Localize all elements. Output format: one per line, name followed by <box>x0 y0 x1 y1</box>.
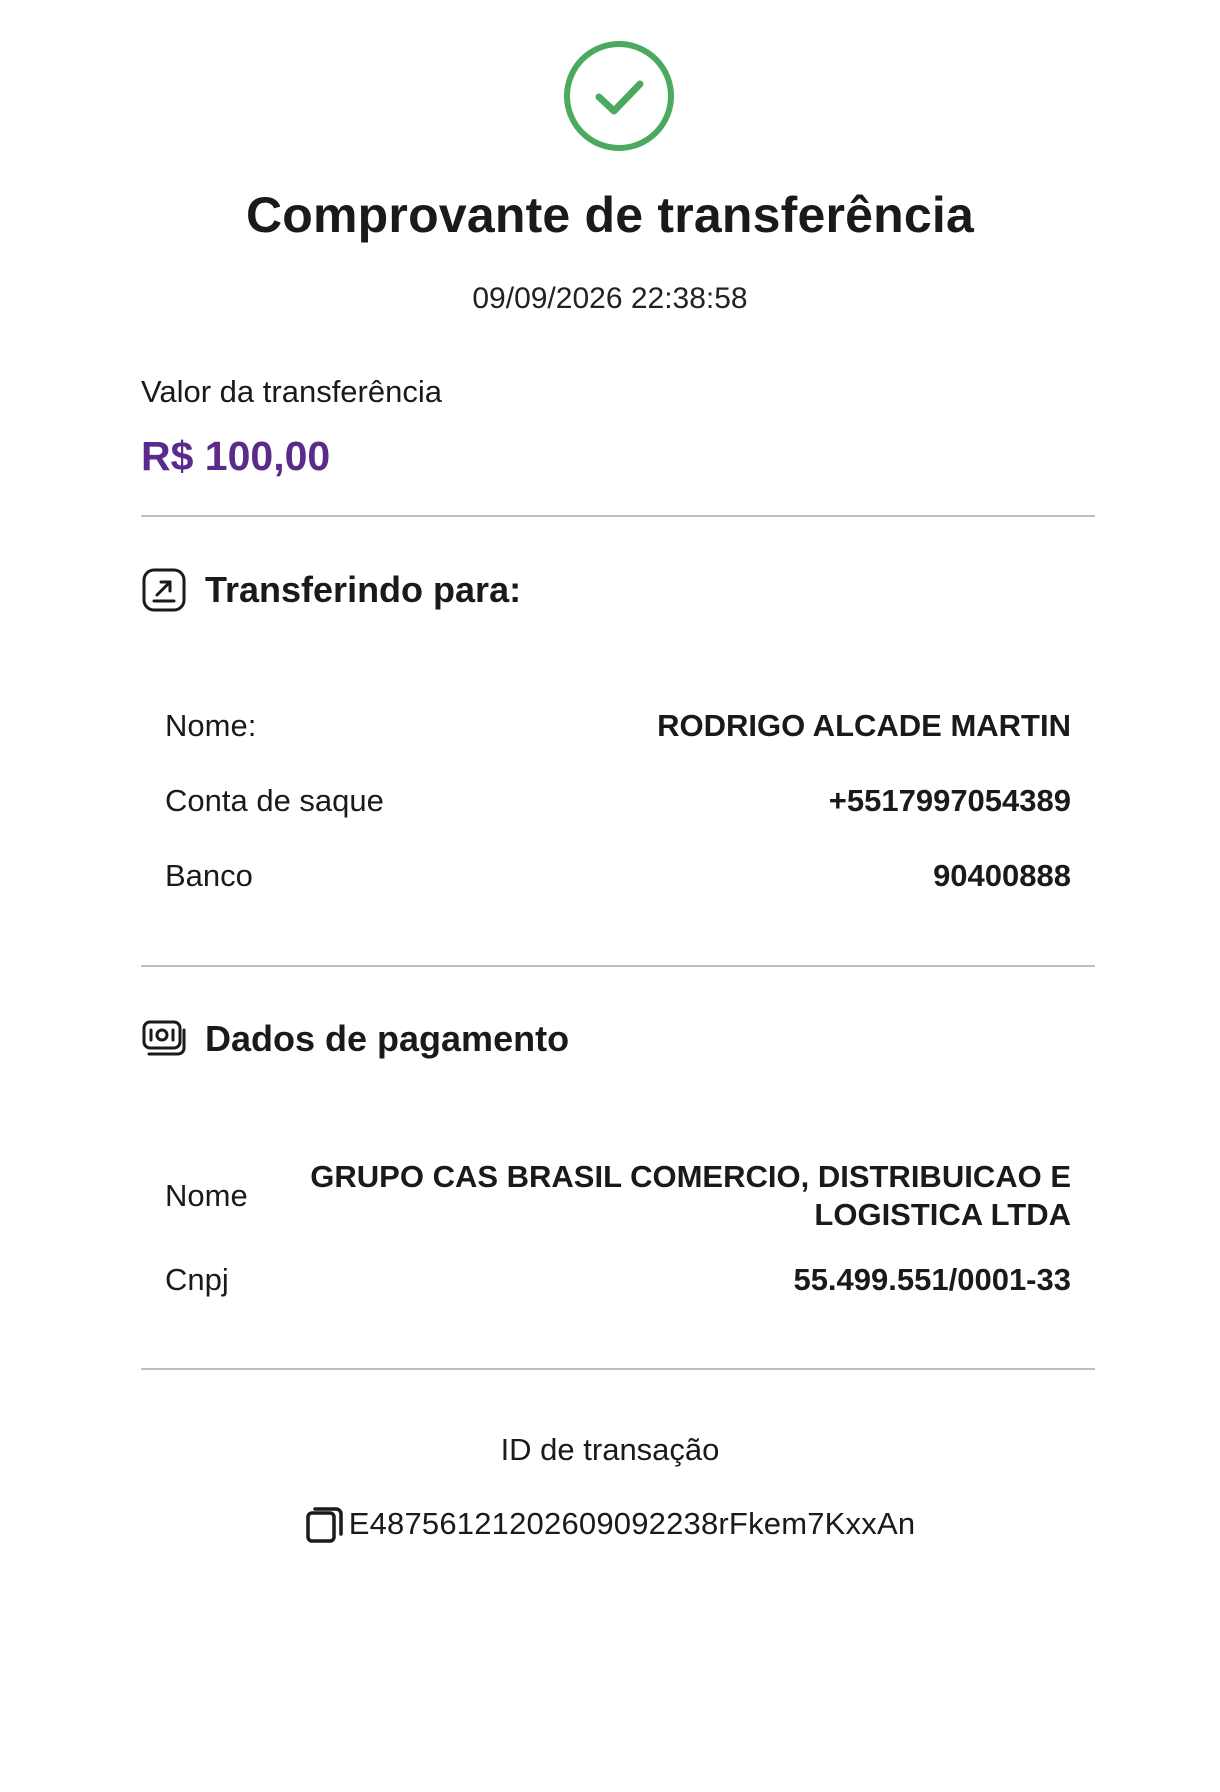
recipient-row-account <box>165 783 1071 819</box>
row-value: 90400888 <box>933 858 1071 893</box>
amount-value: R$ 100,00 <box>141 433 331 479</box>
payment-row-name <box>165 1158 1071 1234</box>
recipient-row-name <box>165 708 1071 744</box>
divider <box>141 1368 1095 1370</box>
row-label: Banco <box>165 858 253 893</box>
transaction-id-value[interactable]: E48756121202609092238rFkem7KxxAn <box>348 1506 916 1541</box>
row-value: 55.499.551/0001-33 <box>793 1262 1071 1297</box>
amount-label: Valor da transferência <box>141 374 442 409</box>
recipient-section-title: Transferindo para: <box>205 569 522 610</box>
divider <box>141 965 1095 967</box>
divider <box>141 515 1095 517</box>
page-title: Comprovante de transferência <box>245 187 975 243</box>
payment-section-header <box>141 1015 569 1063</box>
recipient-section-header <box>141 566 521 614</box>
success-check-icon <box>563 40 675 152</box>
row-value: +5517997054389 <box>828 783 1071 818</box>
recipient-row-bank <box>165 858 1071 894</box>
copy-icon[interactable] <box>305 1504 345 1544</box>
transfer-arrow-icon <box>141 567 187 613</box>
row-value: RODRIGO ALCADE MARTIN <box>657 708 1071 743</box>
row-value: GRUPO CAS BRASIL COMERCIO, DISTRIBUICAO E LOGISTICA LTDA <box>310 1159 1071 1232</box>
payment-section-title: Dados de pagamento <box>205 1018 570 1059</box>
transfer-datetime: 09/09/2026 22:38:58 <box>472 282 748 315</box>
row-label: Conta de saque <box>165 783 384 818</box>
row-label: Cnpj <box>165 1262 229 1297</box>
row-label: Nome: <box>165 708 257 743</box>
transaction-id-label: ID de transação <box>500 1432 720 1467</box>
row-label: Nome <box>165 1178 248 1213</box>
money-bills-icon <box>141 1016 187 1062</box>
payment-row-cnpj <box>165 1262 1071 1298</box>
transaction-id-row <box>0 1504 1220 1544</box>
